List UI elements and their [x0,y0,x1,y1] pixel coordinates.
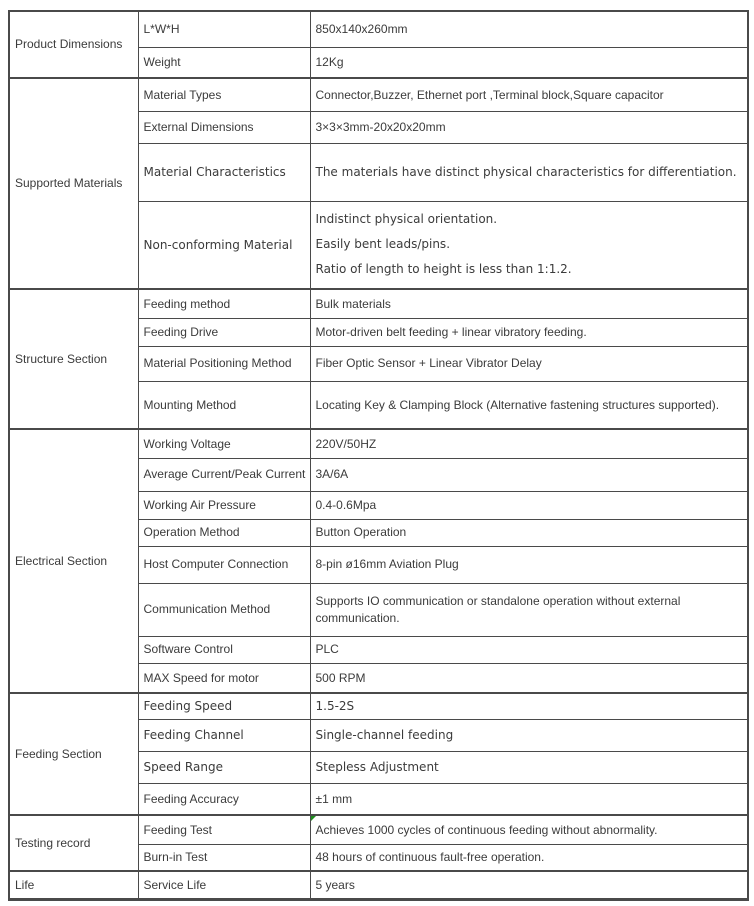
spec-value: 3×3×3mm-20x20x20mm [310,111,748,143]
spec-value: Supports IO communication or standalone operation without external communication. [310,583,748,636]
spec-value-line: Indistinct physical orientation. [315,212,498,227]
spec-value: Connector,Buzzer, Ethernet port ,Terminal block,Square capacitor [310,78,748,111]
table-row [9,815,748,844]
spec-label: Feeding Test [138,815,310,844]
category-cell: Product Dimensions [9,11,138,78]
spec-label: Mounting Method [138,381,310,429]
spec-value: 0.4-0.6Mpa [310,491,748,519]
spec-label: Operation Method [138,519,310,546]
spec-value: ±1 mm [310,783,748,815]
spec-value: 5 years [310,871,748,899]
category-cell: Feeding Section [9,693,138,815]
spec-value: Achieves 1000 cycles of continuous feeding without abnormality. [310,815,748,844]
spec-label: External Dimensions [138,111,310,143]
spec-value: Stepless Adjustment [310,751,748,783]
spec-label: Communication Method [138,583,310,636]
spec-value: 12Kg [310,47,748,78]
spec-value [310,201,748,289]
spec-value: 8-pin ø16mm Aviation Plug [310,546,748,583]
spec-label: Speed Range [138,751,310,783]
spec-value: 500 RPM [310,663,748,693]
table-row [9,429,748,458]
spec-label: Non-conforming Material [138,201,310,289]
spec-value: 48 hours of continuous fault-free operation. [310,844,748,871]
table-row [9,289,748,318]
comment-marker-icon [311,816,316,821]
category-cell: Life [9,871,138,899]
spec-value: Motor-driven belt feeding + linear vibratory feeding. [310,318,748,346]
category-cell: Structure Section [9,289,138,429]
spec-value: 850x140x260mm [310,11,748,47]
table-row [9,871,748,899]
spec-value: PLC [310,636,748,663]
spec-label: L*W*H [138,11,310,47]
spec-label: Working Air Pressure [138,491,310,519]
spec-label: Material Characteristics [138,143,310,201]
spec-label: Average Current/Peak Current [138,458,310,491]
spec-label: MAX Speed for motor [138,663,310,693]
category-cell: Testing record [9,815,138,871]
spec-label: Material Types [138,78,310,111]
spec-value: 1.5-2S [310,693,748,719]
spec-label: Feeding Channel [138,719,310,751]
spec-label: Feeding method [138,289,310,318]
spec-label: Software Control [138,636,310,663]
spec-value-line: Easily bent leads/pins. [315,237,451,252]
spec-table [8,10,749,901]
spec-value: Single-channel feeding [310,719,748,751]
category-cell: Electrical Section [9,429,138,693]
spec-label: Feeding Drive [138,318,310,346]
spec-label: Material Positioning Method [138,346,310,381]
spec-value: Button Operation [310,519,748,546]
spec-label: Burn-in Test [138,844,310,871]
spec-label: Host Computer Connection [138,546,310,583]
spec-label: Feeding Speed [138,693,310,719]
spec-label: Working Voltage [138,429,310,458]
table-row [9,78,748,111]
spec-value: Locating Key & Clamping Block (Alternative fastening structures supported). [310,381,748,429]
table-row [9,693,748,719]
spec-value: 220V/50HZ [310,429,748,458]
spec-value: 3A/6A [310,458,748,491]
spec-value: Bulk materials [310,289,748,318]
category-cell: Supported Materials [9,78,138,289]
spec-label: Weight [138,47,310,78]
spec-value: Fiber Optic Sensor + Linear Vibrator Delay [310,346,748,381]
table-row [9,11,748,47]
spec-table-body [9,11,748,899]
spec-label: Feeding Accuracy [138,783,310,815]
spec-value-line: Ratio of length to height is less than 1:1.2. [315,262,572,277]
spec-label: Service Life [138,871,310,899]
spec-value: The materials have distinct physical characteristics for differentiation. [310,143,748,201]
